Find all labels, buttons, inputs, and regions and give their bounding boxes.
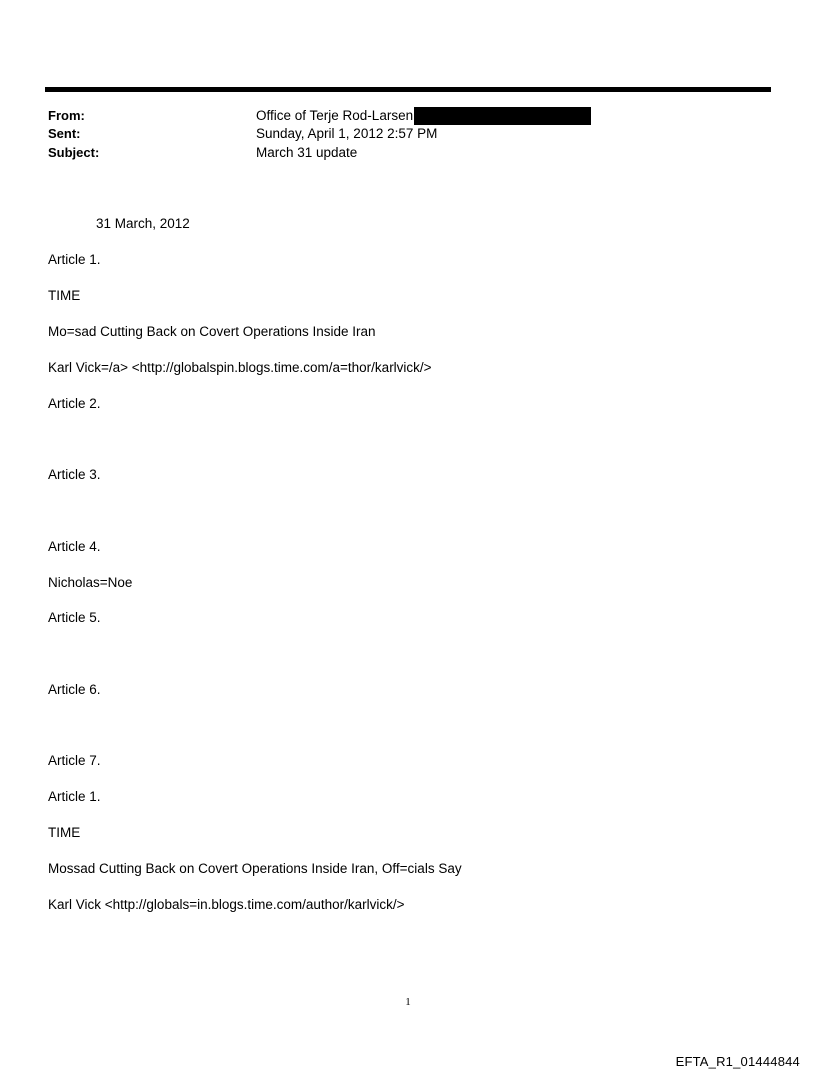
body-line: Article 5.	[48, 610, 101, 625]
bates-number: EFTA_R1_01444844	[675, 1054, 800, 1069]
body-line: TIME	[48, 825, 81, 840]
from-value: Office of Terje Rod-Larsen	[256, 108, 414, 123]
subject-value: March 31 update	[256, 145, 358, 160]
body-date: 31 March, 2012	[96, 216, 190, 231]
body-line: Article 4.	[48, 539, 101, 554]
body-line: Article 3.	[48, 467, 101, 482]
body-line: Karl Vick=/a> <http://globalspin.blogs.time.com/a=thor/karlvick/>	[48, 360, 432, 375]
from-label: From:	[48, 108, 85, 123]
body-line: Nicholas=Noe	[48, 575, 133, 590]
header-rule	[45, 87, 771, 92]
redaction-box	[414, 107, 591, 125]
page-number: 1	[405, 996, 411, 1008]
body-line: Article 6.	[48, 682, 101, 697]
body-line: Article 1.	[48, 789, 101, 804]
body-line: Article 7.	[48, 753, 101, 768]
body-line: Article 1.	[48, 252, 101, 267]
subject-label: Subject:	[48, 145, 100, 160]
sent-label: Sent:	[48, 126, 81, 141]
body-line: TIME	[48, 288, 81, 303]
body-line: Karl Vick <http://globals=in.blogs.time.com/author/karlvick/>	[48, 897, 405, 912]
body-line: Article 2.	[48, 396, 101, 411]
sent-value: Sunday, April 1, 2012 2:57 PM	[256, 126, 438, 141]
body-line: Mo=sad Cutting Back on Covert Operations Inside Iran	[48, 324, 376, 339]
body-line: Mossad Cutting Back on Covert Operations Inside Iran, Off=cials Say	[48, 861, 462, 876]
